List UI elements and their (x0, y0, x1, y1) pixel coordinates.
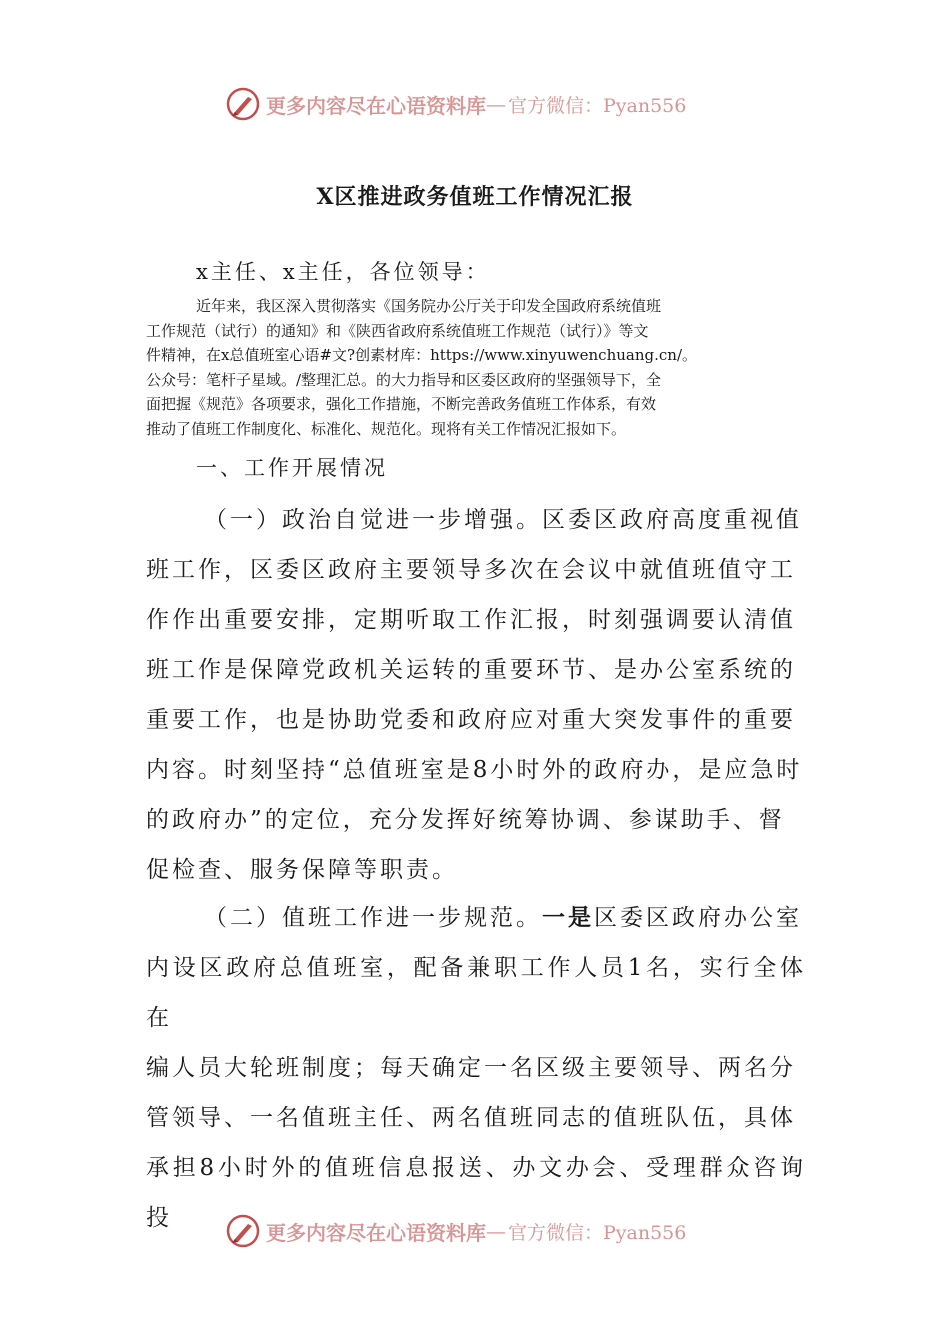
paragraph-line (146, 893, 806, 943)
paragraph-bold-marker: 一是 (542, 904, 594, 931)
intro-line: 件精神，在x总值班室心语#文?创素材库：https://www.xinyuwenchuang.cn/。 (146, 346, 697, 365)
paragraph-line: 内容。时刻坚持“总值班室是8小时外的政府办，是应急时 (146, 757, 803, 783)
header-watermark (226, 84, 686, 124)
watermark-main-text: 更多内容尽在心语资料库 (266, 1220, 486, 1245)
intro-line: 公众号：笔杆子星域。/整理汇总。的大力指导和区委区政府的坚强领导下，全 (146, 370, 662, 389)
intro-line: 面把握《规范》各项要求，强化工作措施，不断完善政务值班工作体系，有效 (146, 395, 657, 414)
intro-line: 近年来，我区深入贯彻落实《国务院办公厅关于印发全国政府系统值班 (196, 297, 662, 315)
document-title: X区推进政务值班工作情况汇报 (316, 184, 634, 210)
intro-line: 工作规范（试行）的通知》和《陕西省政府系统值班工作规范（试行）》等文 (146, 321, 649, 340)
watermark-sub-text: 官方微信：Pyan556 (508, 94, 687, 117)
intro-paragraph (146, 294, 806, 442)
paragraph-lead: （二）值班工作进一步规范。 (204, 905, 542, 931)
intro-line: 推动了值班工作制度化、标准化、规范化。现将有关工作情况汇报如下。 (146, 419, 627, 438)
paragraph-line: （一）政治自觉进一步增强。区委区政府高度重视值 (204, 507, 802, 533)
paragraph-line: 内设区政府总值班室，配备兼职工作人员1名，实行全体在 (146, 955, 806, 1031)
paragraph-line: 作作出重要安排，定期听取工作汇报，时刻强调要认清值 (146, 607, 796, 633)
footer-watermark (226, 1211, 686, 1251)
paragraph-line: 促检查、服务保障等职责。 (146, 857, 458, 883)
watermark-separator: — (486, 1219, 506, 1243)
paragraph-line: 的政府办”的定位，充分发挥好统筹协调、参谋助手、督 (146, 807, 785, 833)
paragraph-lead-rest: 区委区政府办公室 (594, 905, 802, 931)
paragraph-line: 管领导、一名值班主任、两名值班同志的值班队伍，具体 (146, 1105, 796, 1131)
watermark-sub-text: 官方微信：Pyan556 (508, 1221, 687, 1244)
paragraph-line: 承担8小时外的值班信息报送、办文办会、受理群众咨询投 (146, 1155, 806, 1231)
paragraph-standardization (146, 893, 806, 1243)
paragraph-line: 班工作是保障党政机关运转的重要环节、是办公室系统的 (146, 657, 796, 683)
paragraph-line: 班工作，区委区政府主要领导多次在会议中就值班值守工 (146, 557, 796, 583)
watermark-main-text: 更多内容尽在心语资料库 (266, 93, 486, 118)
paragraph-line: 编人员大轮班制度；每天确定一名区级主要领导、两名分 (146, 1055, 796, 1081)
watermark-separator: — (486, 92, 506, 116)
section-heading: 一、工作开展情况 (196, 456, 388, 480)
paragraph-political (146, 495, 806, 895)
pen-logo-icon (226, 87, 260, 121)
paragraph-line: 重要工作，也是协助党委和政府应对重大突发事件的重要 (146, 707, 796, 733)
salutation: x主任、x主任，各位领导： (196, 260, 490, 284)
pen-logo-icon (226, 1214, 260, 1248)
